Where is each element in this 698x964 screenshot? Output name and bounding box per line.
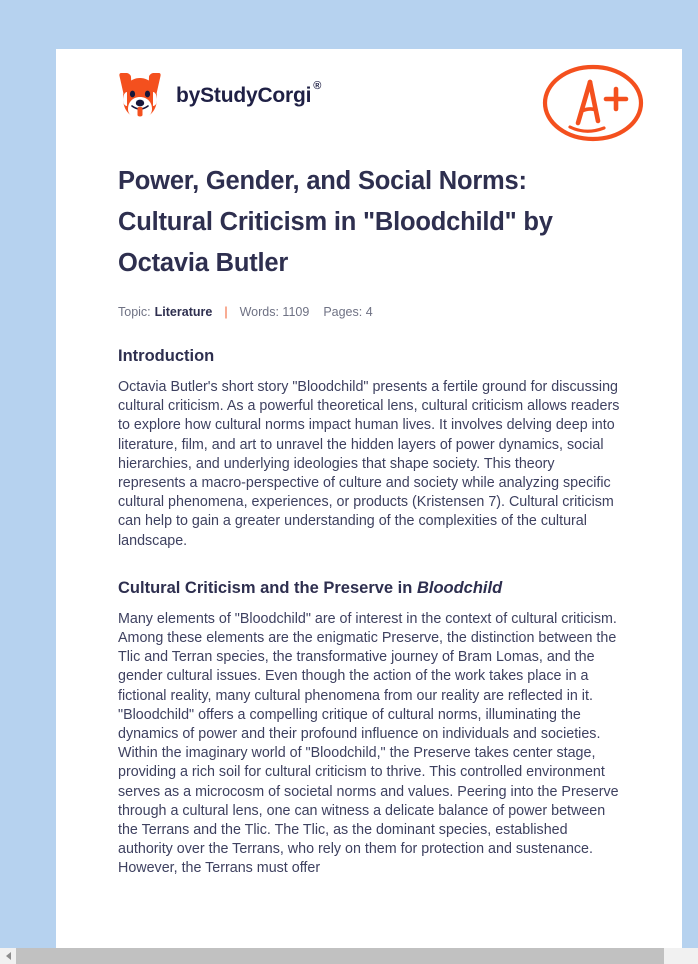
page-title: Power, Gender, and Social Norms: Cultural Criticism in "Bloodchild" by Octavia Butler xyxy=(118,167,553,277)
scrollbar-thumb[interactable] xyxy=(16,948,664,964)
pages-value: 4 xyxy=(365,305,373,319)
brand-prefix: by xyxy=(176,84,201,107)
brand-logo-group[interactable] xyxy=(118,70,321,122)
section-heading-italic-title: Bloodchild xyxy=(416,578,503,597)
words-value: 1109 xyxy=(282,305,310,319)
document-body xyxy=(56,161,682,879)
corgi-face-logo xyxy=(118,70,162,122)
section-heading-text: Cultural Criticism and the Preserve in xyxy=(118,578,417,597)
document-header xyxy=(56,49,682,161)
pages-group xyxy=(323,305,372,319)
section-heading-preserve xyxy=(118,577,620,599)
topic-label: Topic: xyxy=(118,305,151,319)
scroll-left-arrow-icon xyxy=(6,952,11,960)
registered-trademark-mark: ® xyxy=(313,80,322,92)
section-heading-text: Introduction xyxy=(118,347,215,365)
words-group xyxy=(240,305,310,319)
meta-separator: | xyxy=(224,305,228,319)
article-meta xyxy=(118,305,620,319)
words-label: Words: xyxy=(239,305,279,319)
pages-label: Pages: xyxy=(323,305,363,319)
section-heading-introduction xyxy=(118,345,620,367)
topic-link[interactable]: Literature xyxy=(154,305,213,319)
section-paragraph: Many elements of "Bloodchild" are of interest in the context of cultural criticism. Among these elements are the enigmatic Preserve, the distinction between the Tlic and Terran species, the transformative journey of Bram Lomas, and the gender cultural issues. Even though the action of the work takes place in a fictional reality, many cultural phenomena from our reality are reflected in it. "Bloodchild" offers a compelling critique of cultural norms, illuminating the dynamics of power and their profound influence on individuals and societies. Within the imaginary world of "Bloodchild," the Preserve takes center stage, providing a rich soil for cultural criticism to thrive. This controlled environment serves as a microcosm of societal norms and values. Peering into the Preserve through a cultural lens, one can witness a delicate balance of power between the Terrans and the Tlic. The Tlic, as the dominant species, established authority over the Terrans, who rely on them for protection and sustenance. However, the Terrans must offer xyxy=(118,610,619,877)
document-card xyxy=(56,49,682,948)
a-plus-badge-icon xyxy=(538,59,648,147)
brand-name: StudyCorgi xyxy=(200,84,312,107)
scroll-left-button[interactable] xyxy=(0,948,16,964)
horizontal-scrollbar[interactable] xyxy=(0,948,698,964)
brand-name-text xyxy=(176,80,322,108)
scrollbar-track[interactable] xyxy=(16,948,698,964)
section-paragraph: Octavia Butler's short story "Bloodchild" presents a fertile ground for discussing cultural criticism. As a powerful theoretical lens, cultural criticism allows readers to explore how cultural norms impact human lives. It involves delving deep into literature, film, and art to unravel the hidden layers of power dynamics, social hierarchies, and underlying ideologies that shape society. This theory represents a macro-perspective of culture and society while analyzing specific cultural phenomena, experiences, or products (Kristensen 7). Cultural criticism can help to gain a greater understanding of the complexities of the cultural landscape. xyxy=(118,379,620,549)
